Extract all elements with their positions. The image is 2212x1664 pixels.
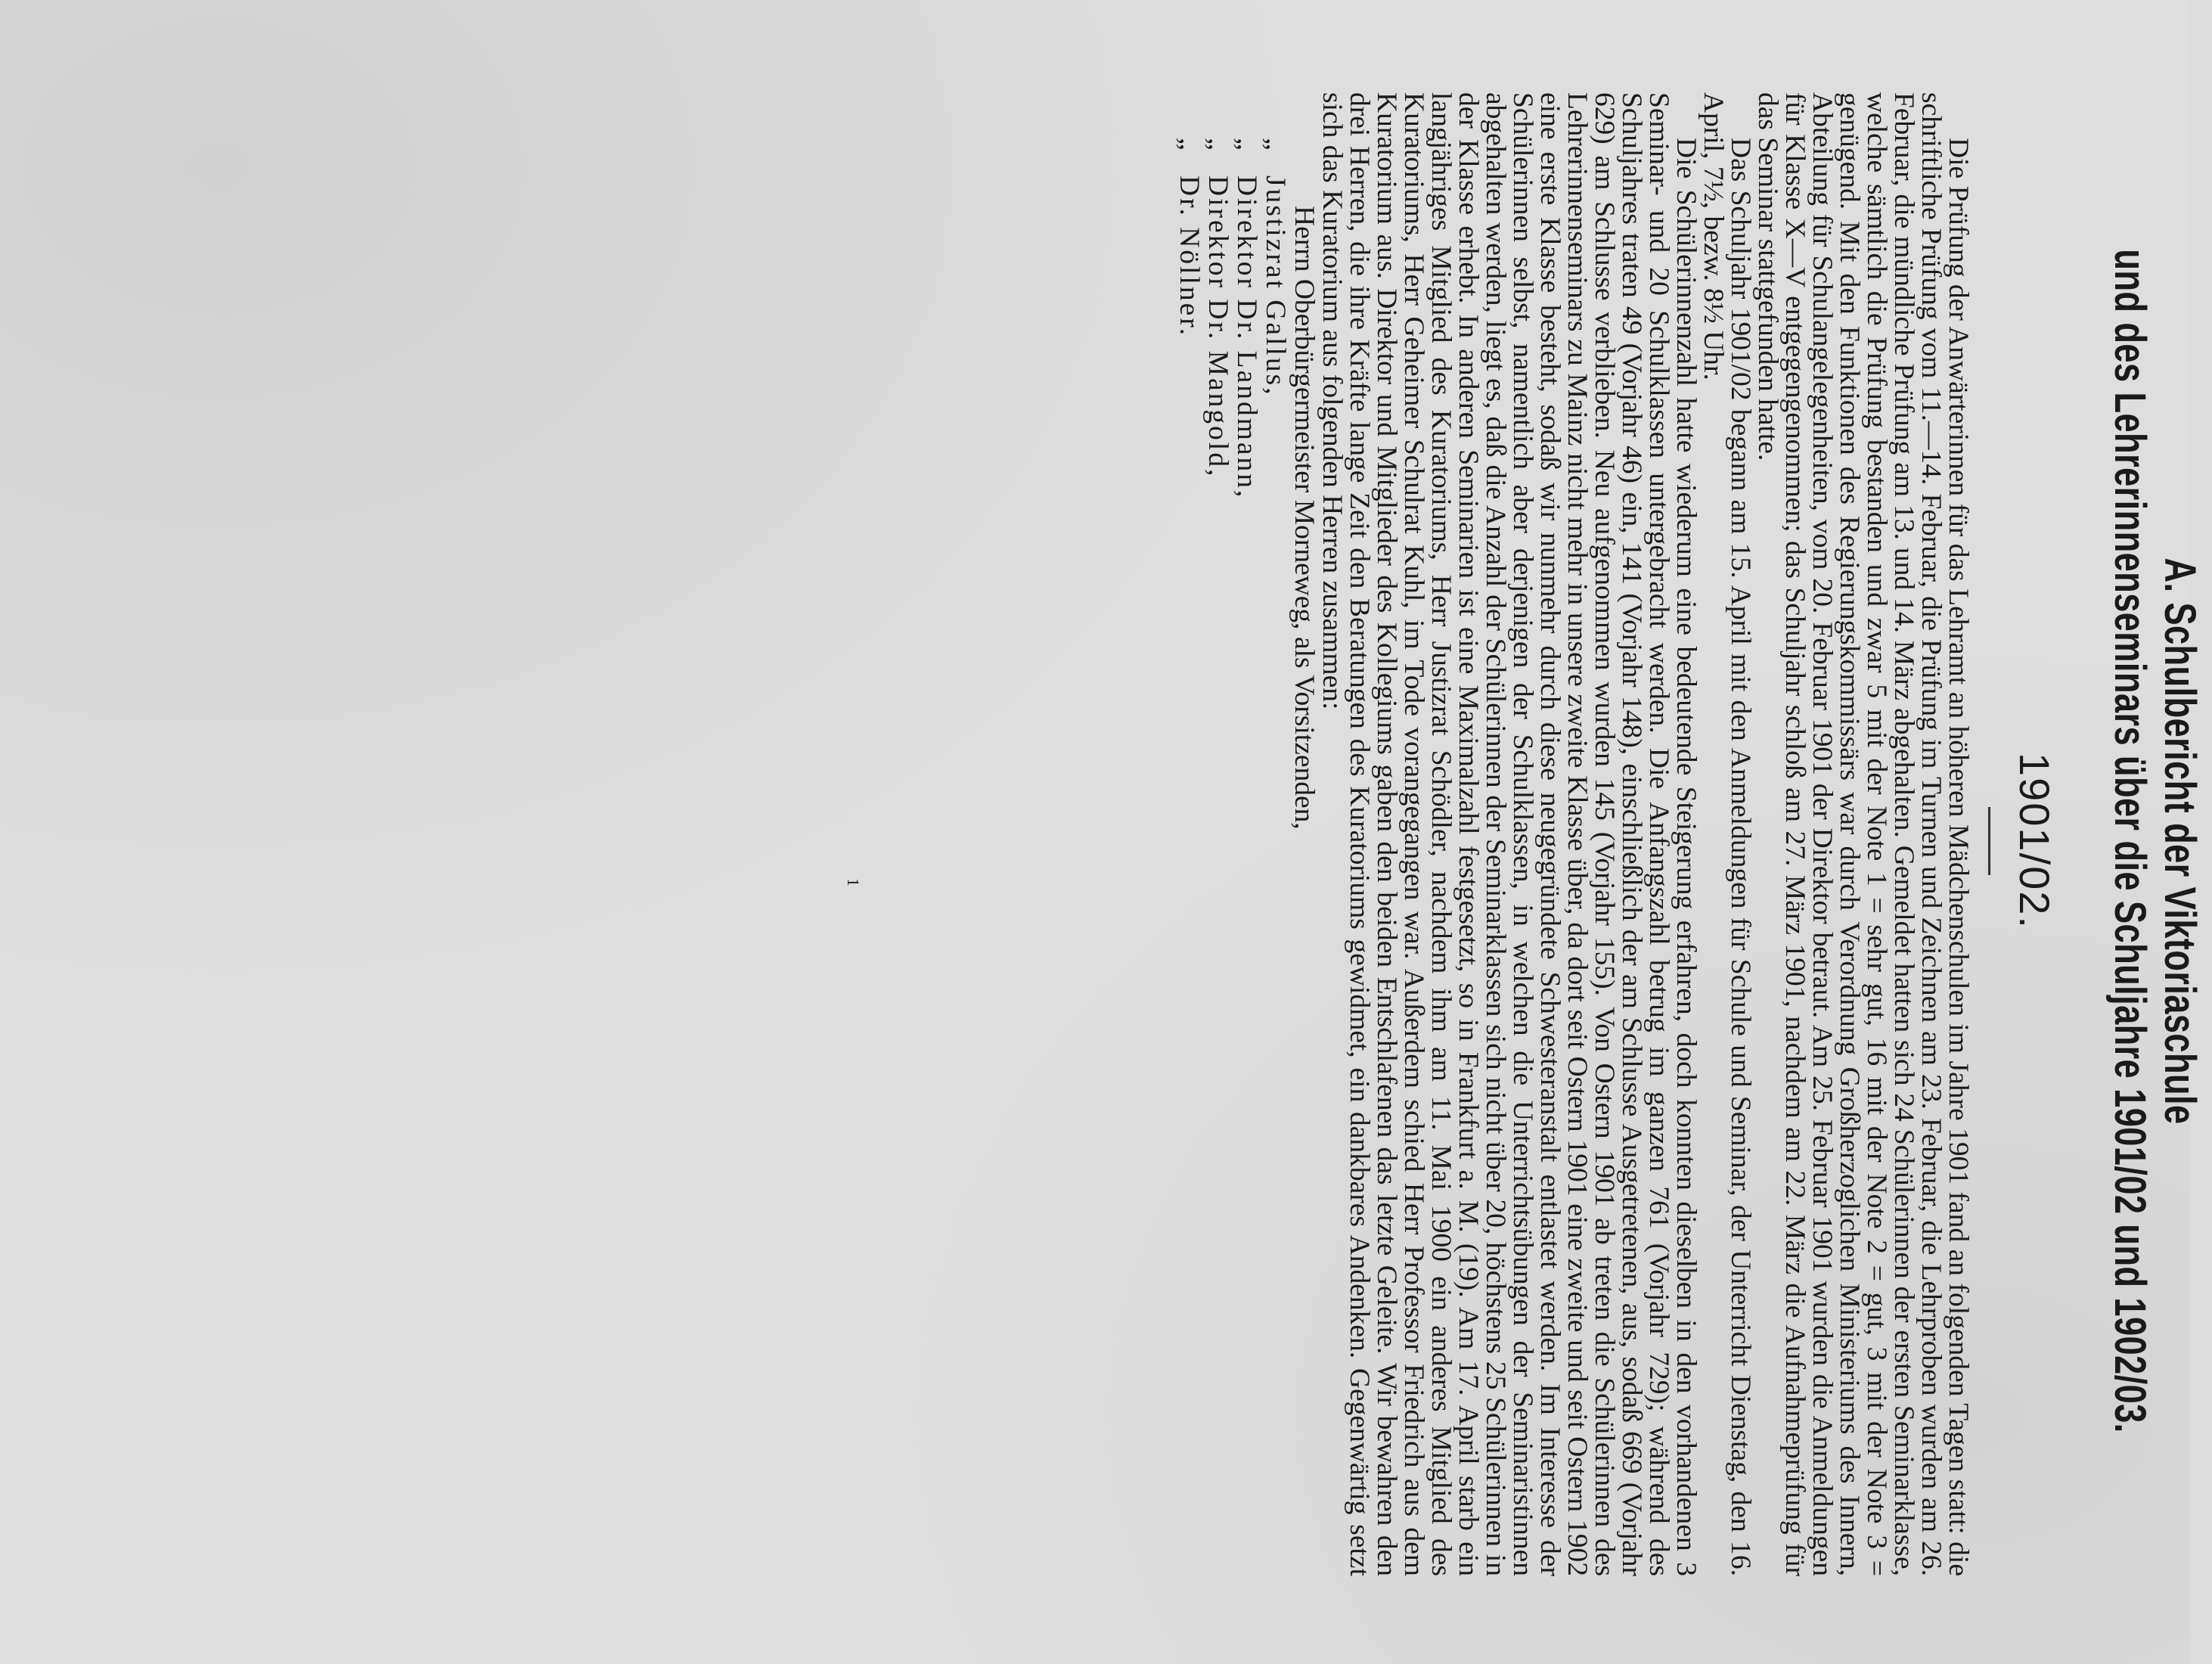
curatorium-member (1261, 138, 1289, 1605)
member-name: Direktor Dr. Landmann, (1231, 175, 1262, 500)
report-title-line-2: und des Lehrerinnenseminars über die Schuljahre 1901/02 und 1902/03. (2105, 249, 2155, 1433)
heading-divider (1988, 807, 1990, 875)
page-number: 1 (844, 878, 863, 886)
curatorium-chair: Herrn Oberbürgermeister Morneweg, als Vorsitzenden, (1289, 206, 1320, 830)
ditto-mark: „ (1260, 138, 1291, 151)
paragraph-school-year: Das Schuljahr 1901/02 begann am 15. April mit den Anmeldungen für Schule und Seminar, der Unterricht Dienstag, den 16. April, 7½, bezw. 8½ Uhr. (1698, 92, 1756, 1576)
ditto-mark: „ (1174, 138, 1205, 151)
paragraph-enrollment: Die Schülerinnenzahl hatte wiederum eine bedeutende Steigerung erfahren, doch konnten dieselben in den vorhandenen 3 Seminar- und 20 Schulklassen untergebracht werden. Die Anfangszahl betrug im ganzen 761 (Vorjahr 729); während des Schuljahres traten 49 (Vorjahr 46) ein, 141 (Vorjahr 148), einschließlich der am Schlusse Ausgetretenen, aus, sodaß 669 (Vorjahr 629) am Schlusse verblieben. Neu aufgenommen wurden 145 (Vorjahr 155). Von Ostern 1901 ab treten die Schülerinnen des Lehrerinnenseminars zu Mainz nicht mehr in unsere zweite Klasse über, da dort seit Ostern 1901 eine zweite und seit Ostern 1902 eine erste Klasse besteht, sodaß wir nunmehr durch diese neugegründete Schwesteranstalt entlastet werden. Im Interesse der Schülerinnen selbst, namentlich aber derjenigen der Schulklassen, in welchen die Unterrichtsübungen der Seminaristinnen abgehalten werden, liegt es, daß die Anzahl der Schülerinnen der Seminarklassen sich nicht über 20, höchstens 25 Schülerinnen in der Klasse erhebt. In anderen Seminarien ist eine Maximalzahl festgesetzt, so in Frankfurt a. M. (19). Am 17. April starb ein langjähriges Mitglied des Kuratoriums, Herr Justizrat Schödler, nachdem ihm am 11. Mai 1900 ein anderes Mitglied des Kuratoriums, Herr Geheimer Schulrat Kuhl, im Tode vorangegangen war. Außerdem schied Herr Professor Friedrich aus dem Kuratorium aus. Direktor und Mitglieder des Kollegiums gaben den beiden Entschlafenen das letzte Geleite. Wir bewahren den drei Herren, die ihre Kräfte lange Zeit den Beratungen des Kuratoriums gewidmet, ein dankbares Andenken. Gegenwärtig setzt sich das Kuratorium aus folgenden Herren zusammen: (1317, 92, 1702, 1576)
member-name: Direktor Dr. Mangold, (1202, 175, 1233, 479)
rotated-document-page (844, 77, 2212, 1605)
report-title-line-1: A. Schulbericht der Viktoriaschule (2155, 557, 2204, 1125)
curatorium-member (1232, 138, 1261, 1605)
curatorium-member (1174, 138, 1203, 1605)
ditto-mark: „ (1202, 138, 1233, 151)
curatorium-list (1174, 77, 1318, 1605)
member-name: Justizrat Gallus, (1260, 175, 1291, 397)
report-body (1318, 77, 1972, 1605)
ditto-mark: „ (1231, 138, 1262, 151)
paragraph-exam: Die Prüfung der Anwärterinnen für das Lehramt an höheren Mädchenschulen im Jahre 1901 fand an folgenden Tagen statt: die schriftliche Prüfung vom 11.—14. Februar, die Prüfung im Turnen und Zeichnen am 23. Februar, die Lehrproben wurden am 26. Februar, die mündliche Prüfung am 13. und 14. März abgehalten. Gemeldet hatten sich 24 Schülerinnen der ersten Seminarklasse, welche sämtlich die Prüfung bestanden und zwar 5 mit der Note 1 = sehr gut, 16 mit der Note 2 = gut, 3 mit der Note 3 = genügend. Mit den Funktionen des Regierungskommissärs war durch Verordnung Großherzoglichen Ministeriums des Innern, Abteilung für Schulangelegenheiten, vom 20. Februar 1901 der Direktor betraut. Am 25. Februar 1901 wurden die Anmeldungen für Klasse X—V entgegengenommen; das Schuljahr schloß am 27. März 1901, nachdem am 22. März die Aufnahmeprüfung für das Seminar stattgefunden hatte. (1752, 92, 1974, 1576)
school-year-heading: 1901/02. (2011, 753, 2058, 930)
curatorium-member (1203, 138, 1232, 1605)
member-name: Dr. Nöllner. (1174, 175, 1205, 338)
